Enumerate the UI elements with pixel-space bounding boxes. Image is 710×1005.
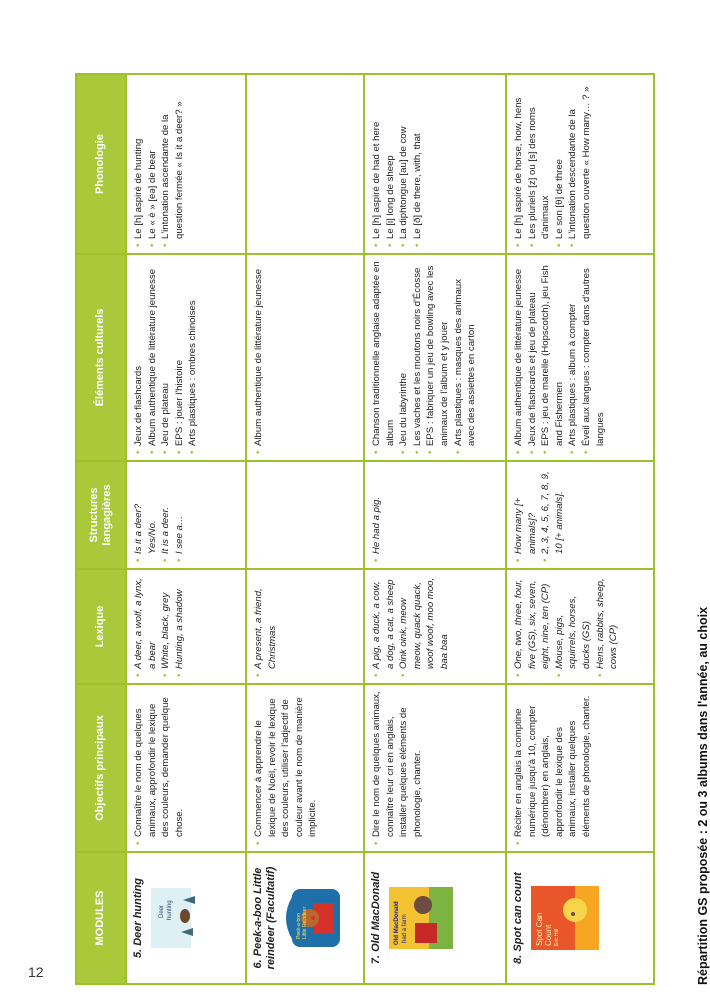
list-item: • Album authentique de littérature jeunesse: [512, 261, 526, 454]
phonologie-cell: [126, 74, 246, 254]
module-title: 7. Old MacDonald: [370, 871, 382, 965]
cover-title-line2: hunting: [167, 900, 174, 920]
list-item: • Album authentique de littérature jeunesse: [252, 261, 266, 454]
list-item: • Jeu du labyrinthe: [397, 261, 411, 454]
module-cell: [126, 852, 246, 984]
list-item: • Commencer à apprendre le lexique de Noël, revoir le lexique des couleurs, utiliser l'adjectif de couleur avant le nom de manière implicite.: [252, 691, 320, 845]
list-item: • Hunting, a shadow: [173, 576, 187, 677]
cover-title-line1: Deer: [159, 904, 166, 918]
list-item: • Le [h] aspiré de hunting: [132, 81, 146, 247]
list-item: • How many [+ animals]?: [512, 468, 539, 562]
list-item: • He had a pig.: [370, 468, 384, 562]
list-item: • Le son [θ] de three: [553, 81, 567, 247]
header-structures: Structures langagières: [76, 461, 126, 569]
structures-cell: [126, 461, 246, 569]
rotated-page: [75, 75, 710, 985]
distribution-caption: Répartition GS proposée : 2 ou 3 albums dans l'année, au choix: [696, 606, 710, 985]
list-item: • Éveil aux langues : compter dans d'autres langues: [580, 261, 607, 454]
list-item: • Le [h] aspiré de horse, how, hens: [512, 81, 526, 247]
list-item: • Jeux de flashcards: [132, 261, 146, 454]
list-item: • EPS : fabriquer un jeu de bowling avec les animaux de l'album et y jouer: [424, 261, 451, 454]
table-row: [506, 74, 654, 984]
list-item: • Arts plastiques : album à compter: [566, 261, 580, 454]
structures-cell: [246, 461, 364, 569]
peek-a-boo-cover: [284, 889, 340, 947]
cover-title-line1: Peek-a-boo: [296, 913, 303, 939]
table-row: [126, 74, 246, 984]
modules-table: [75, 73, 655, 985]
cover-title-line2: Count: [544, 924, 554, 946]
lexique-cell: [506, 569, 654, 684]
list-item: • Arts plastiques : ombres chinoises: [186, 261, 200, 454]
lexique-cell: [246, 569, 364, 684]
structures-cell: [364, 461, 506, 569]
list-item: • EPS : jeu de marelle (Hopscotch), jeu Fish and Fishermen: [539, 261, 566, 454]
objectifs-cell: [506, 684, 654, 852]
phonologie-cell: [246, 74, 364, 254]
list-item: • A present, a friend, Christmas: [252, 576, 279, 677]
list-item: • Mouse, pigs, squirrels, horses, ducks (GS): [553, 576, 594, 677]
module-title: 6. Peek-a-boo Little reindeer (Facultatif): [252, 866, 278, 970]
list-item: • It is a deer.: [159, 468, 173, 562]
objectifs-cell: [364, 684, 506, 852]
cover-title-line2: Little Reindeer: [302, 906, 309, 939]
list-item: • Hens, rabbits, sheep, cows (CP): [594, 576, 621, 677]
list-item: • A pig, a duck, a cow, a dog, a cat, a sheep: [370, 576, 397, 677]
list-item: • La diphtongue [au] de cow: [397, 81, 411, 247]
list-item: • Le [ð] de there, with, that: [411, 81, 425, 247]
deer-hunting-cover: [151, 888, 207, 948]
list-item: • Album authentique de littérature jeunesse: [146, 261, 160, 454]
cover-author: Eric Hill: [554, 929, 561, 946]
module-title: 8. Spot can count: [512, 872, 524, 964]
table-row: [246, 74, 364, 984]
header-objectifs: Objectifs principaux: [76, 684, 126, 852]
module-cell: [364, 852, 506, 984]
list-item: • I see a…: [173, 468, 187, 562]
page-number: 12: [28, 964, 44, 980]
list-item: • Le « è » [eə] de bear: [146, 81, 160, 247]
list-item: • Chanson traditionnelle anglaise adaptée en album: [370, 261, 397, 454]
culturels-cell: [126, 254, 246, 461]
header-modules: MODULES: [76, 852, 126, 984]
list-item: • Le [i] long de sheep: [384, 81, 398, 247]
list-item: • Jeux de flashcards et jeu de plateau: [526, 261, 540, 454]
list-item: • Is it a deer? Yes/No.: [132, 468, 159, 562]
culturels-cell: [364, 254, 506, 461]
module-title: 5. Deer hunting: [132, 877, 144, 959]
list-item: • Arts plastiques : masques des animaux avec des assiettes en carton: [452, 261, 479, 454]
list-item: • Le [h] aspiré de had et here: [370, 81, 384, 247]
module-cell: [506, 852, 654, 984]
list-item: • L'intonation descendante de la question ouverte « How many… ? »: [566, 81, 593, 247]
list-item: • Oink oink, meow meow, quack quack, woof woof, moo moo, baa baa: [397, 576, 451, 677]
list-item: • Les pluriels [z] ou [s] des noms d'animaux: [526, 81, 553, 247]
old-macdonald-cover: [389, 887, 453, 949]
list-item: • One, two, three, four, five (GS), six, seven, eight, nine, ten (CP): [512, 576, 553, 677]
phonologie-cell: [506, 74, 654, 254]
header-phonologie: Phonologie: [76, 74, 126, 254]
lexique-cell: [126, 569, 246, 684]
culturels-cell: [506, 254, 654, 461]
cover-title-line1: Spot Can: [535, 912, 545, 946]
cover-title-line1: Old MacDonald: [394, 901, 401, 945]
list-item: • Réciter en anglais la comptine numérique jusqu'à 10, compter (dénombrer) en anglais, approfondir le lexique des animaux, installer quelques éléments de phonologie, chanter.: [512, 691, 594, 845]
phonologie-cell: [364, 74, 506, 254]
list-item: • A deer, a wolf, a lynx, a bear: [132, 576, 159, 677]
lexique-cell: [364, 569, 506, 684]
module-cell: [246, 852, 364, 984]
list-item: • 2, 3, 4, 5, 6, 7, 8, 9, 10 [+ animals].: [539, 468, 566, 562]
header-lexique: Lexique: [76, 569, 126, 684]
header-culturels: Éléments culturels: [76, 254, 126, 461]
culturels-cell: [246, 254, 364, 461]
objectifs-cell: [126, 684, 246, 852]
table-row: [364, 74, 506, 984]
list-item: • EPS : jouer l'histoire: [173, 261, 187, 454]
header-row: [76, 74, 126, 984]
list-item: • White, black, grey: [159, 576, 173, 677]
spot-can-count-cover: [531, 886, 599, 950]
list-item: • Les vaches et les moutons noirs d'Écosse: [411, 261, 425, 454]
structures-cell: [506, 461, 654, 569]
list-item: • Jeu de plateau: [159, 261, 173, 454]
list-item: • Connaître le nom de quelques animaux, approfondir le lexique des couleurs, demander quelque chose.: [132, 691, 186, 845]
objectifs-cell: [246, 684, 364, 852]
list-item: • Dire le nom de quelques animaux, connaître leur cri en anglais, installer quelques éléments de phonologie, chanter.: [370, 691, 424, 845]
cover-title-line2: had a farm: [402, 914, 409, 943]
list-item: • L'intonation ascendante de la question fermée « Is it a deer? »: [159, 81, 186, 247]
